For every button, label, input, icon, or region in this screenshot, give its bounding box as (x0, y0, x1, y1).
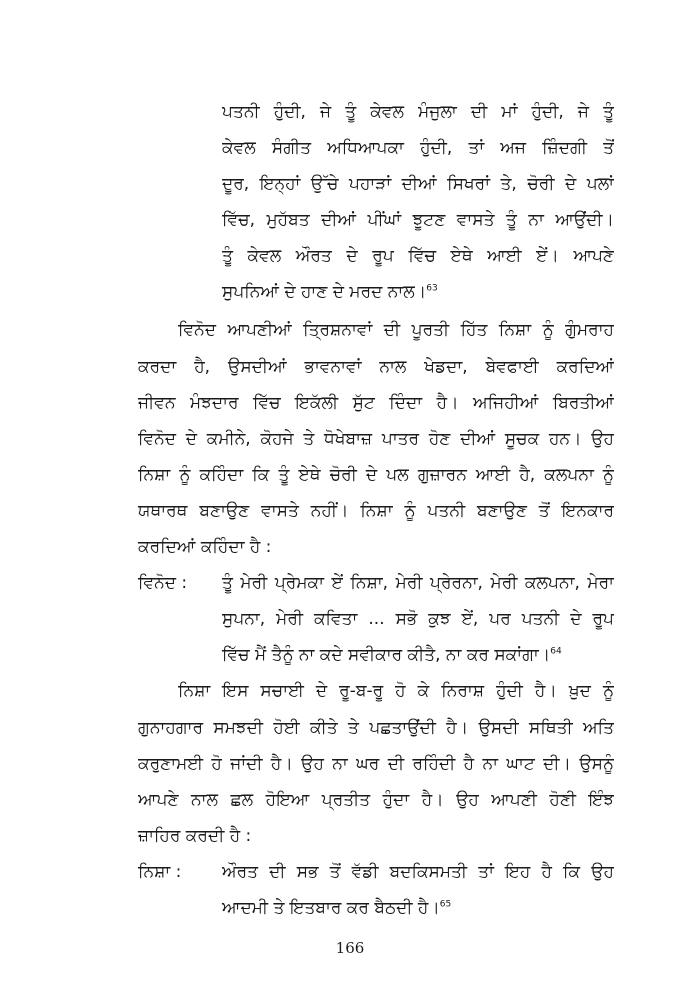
paragraph-line: ਨਿਸ਼ਾ ਇਸ ਸਚਾਈ ਦੇ ਰੂ-ਬ-ਰੂ ਹੋ ਕੇ ਨਿਰਾਸ਼ ਹੁੰਦੀ ਹੈ। ਖ਼ੁਦ ਨੂੰ (178, 681, 614, 701)
quote-line: ਵਿੱਚ, ਮੁਹੱਬਤ ਦੀਆਂ ਪੀਂਘਾਂ ਝੂਟਣ ਵਾਸਤੇ ਤੂੰ ਨਾ ਆਉਂਦੀ। (222, 210, 614, 230)
dialogue-last-line (222, 896, 451, 920)
dialogue-text: ਆਦਮੀ ਤੇ ਇਤਬਾਰ ਕਰ ਬੈਠਦੀ ਹੈ। (222, 898, 440, 918)
dialogue-last-line (222, 643, 562, 667)
quote-text: ਸੁਪਨਿਆਂ ਦੇ ਹਾਣ ਦੇ ਮਰਦ ਨਾਲ। (222, 282, 427, 302)
paragraph-line: ਆਪਣੇ ਨਾਲ ਛਲ ਹੋਇਆ ਪ੍ਰਤੀਤ ਹੁੰਦਾ ਹੈ। ਉਹ ਆਪਣੀ ਹੋਣੀ ਇੰਝ (138, 790, 614, 810)
paragraph-line: ਗੁਨਾਹਗਾਰ ਸਮਝਦੀ ਹੋਈ ਕੀਤੇ ਤੇ ਪਛਤਾਉਂਦੀ ਹੈ। ਉਸਦੀ ਸਥਿਤੀ ਅਤਿ (138, 718, 614, 738)
dialogue-line: ਤੂੰ ਮੇਰੀ ਪ੍ਰੇਮਕਾ ਏਂ ਨਿਸ਼ਾ, ਮੇਰੀ ਪ੍ਰੇਰਨਾ, ਮੇਰੀ ਕਲਪਨਾ, ਮੇਰਾ (222, 573, 614, 593)
quote-line: ਕੇਵਲ ਸੰਗੀਤ ਅਧਿਆਪਕਾ ਹੁੰਦੀ, ਤਾਂ ਅਜ ਜ਼ਿੰਦਗੀ ਤੋਂ (222, 138, 614, 158)
paragraph-line: ਯਥਾਰਥ ਬਣਾਉਣ ਵਾਸਤੇ ਨਹੀਂ। ਨਿਸ਼ਾ ਨੂੰ ਪਤਨੀ ਬਣਾਉਣ ਤੋਂ ਇਨਕਾਰ (138, 501, 614, 521)
quote-line: ਦੂਰ, ਇਨ੍ਹਾਂ ਉੱਚੇ ਪਹਾੜਾਂ ਦੀਆਂ ਸਿਖਰਾਂ ਤੇ, ਚੋਰੀ ਦੇ ਪਲਾਂ (222, 174, 614, 194)
dialogue-line: ਸੁਪਨਾ, ਮੇਰੀ ਕਵਿਤਾ ... ਸਭੋ ਕੁਝ ਏਂ, ਪਰ ਪਤਨੀ ਦੇ ਰੂਪ (222, 609, 614, 629)
footnote-marker: 65 (439, 899, 452, 910)
paragraph-line: ਨਿਸ਼ਾ ਨੂੰ ਕਹਿੰਦਾ ਕਿ ਤੂੰ ਏਥੇ ਚੋਰੀ ਦੇ ਪਲ ਗੁਜ਼ਾਰਨ ਆਈ ਹੈ, ਕਲਪਨਾ ਨੂੰ (138, 465, 614, 485)
paragraph-last-line: ਜ਼ਾਹਿਰ ਕਰਦੀ ਹੈ : (138, 826, 252, 846)
speaker-label: ਵਿਨੋਦ : (138, 573, 188, 593)
paragraph-line: ਜੀਵਨ ਮੰਝਦਾਰ ਵਿੱਚ ਇਕੱਲੀ ਸੁੱਟ ਦਿੰਦਾ ਹੈ। ਅਜਿਹੀਆਂ ਬਿਰਤੀਆਂ (138, 393, 614, 413)
paragraph-line: ਕਰੁਣਾਮਈ ਹੋ ਜਾਂਦੀ ਹੈ। ਉਹ ਨਾ ਘਰ ਦੀ ਰਹਿੰਦੀ ਹੈ ਨਾ ਘਾਟ ਦੀ। ਉਸਨੂੰ (138, 754, 614, 774)
paragraph-line: ਕਰਦਾ ਹੈ, ਉਸਦੀਆਂ ਭਾਵਨਾਵਾਂ ਨਾਲ ਖੇਡਦਾ, ਬੇਵਫਾਈ ਕਰਦਿਆਂ (138, 357, 614, 377)
quote-last-line (222, 280, 438, 304)
footnote-marker: 64 (550, 646, 562, 657)
paragraph-last-line: ਕਰਦਿਆਂ ਕਹਿੰਦਾ ਹੈ : (138, 537, 272, 557)
paragraph-line: ਵਿਨੋਦ ਦੇ ਕਮੀਨੇ, ਕੋਹਜੇ ਤੇ ਧੋਖੇਬਾਜ਼ ਪਾਤਰ ਹੋਣ ਦੀਆਂ ਸੂਚਕ ਹਨ। ਉਹ (138, 429, 614, 449)
quote-line: ਤੂੰ ਕੇਵਲ ਔਰਤ ਦੇ ਰੂਪ ਵਿੱਚ ਏਥੇ ਆਈ ਏਂ। ਆਪਣੇ (222, 246, 614, 266)
dialogue-text: ਵਿੱਚ ਮੈਂ ਤੈਨੂੰ ਨਾ ਕਦੇ ਸਵੀਕਾਰ ਕੀਤੈ, ਨਾ ਕਰ ਸਕਾਂਗਾ। (222, 645, 551, 665)
speaker-label: ਨਿਸ਼ਾ : (138, 862, 182, 882)
paragraph-line: ਵਿਨੋਦ ਆਪਣੀਆਂ ਤ੍ਰਿਸ਼ਨਾਵਾਂ ਦੀ ਪੂਰਤੀ ਹਿੱਤ ਨਿਸ਼ਾ ਨੂੰ ਗੁੰਮਰਾਹ (178, 320, 614, 340)
footnote-marker: 63 (426, 283, 438, 294)
quote-line: ਪਤਨੀ ਹੁੰਦੀ, ਜੇ ਤੂੰ ਕੇਵਲ ਮੰਜੁਲਾ ਦੀ ਮਾਂ ਹੁੰਦੀ, ਜੇ ਤੂੰ (222, 102, 614, 122)
dialogue-line: ਔਰਤ ਦੀ ਸਭ ਤੋਂ ਵੱਡੀ ਬਦਕਿਸਮਤੀ ਤਾਂ ਇਹ ਹੈ ਕਿ ਉਹ (222, 862, 614, 882)
page-number: 166 (335, 939, 365, 957)
